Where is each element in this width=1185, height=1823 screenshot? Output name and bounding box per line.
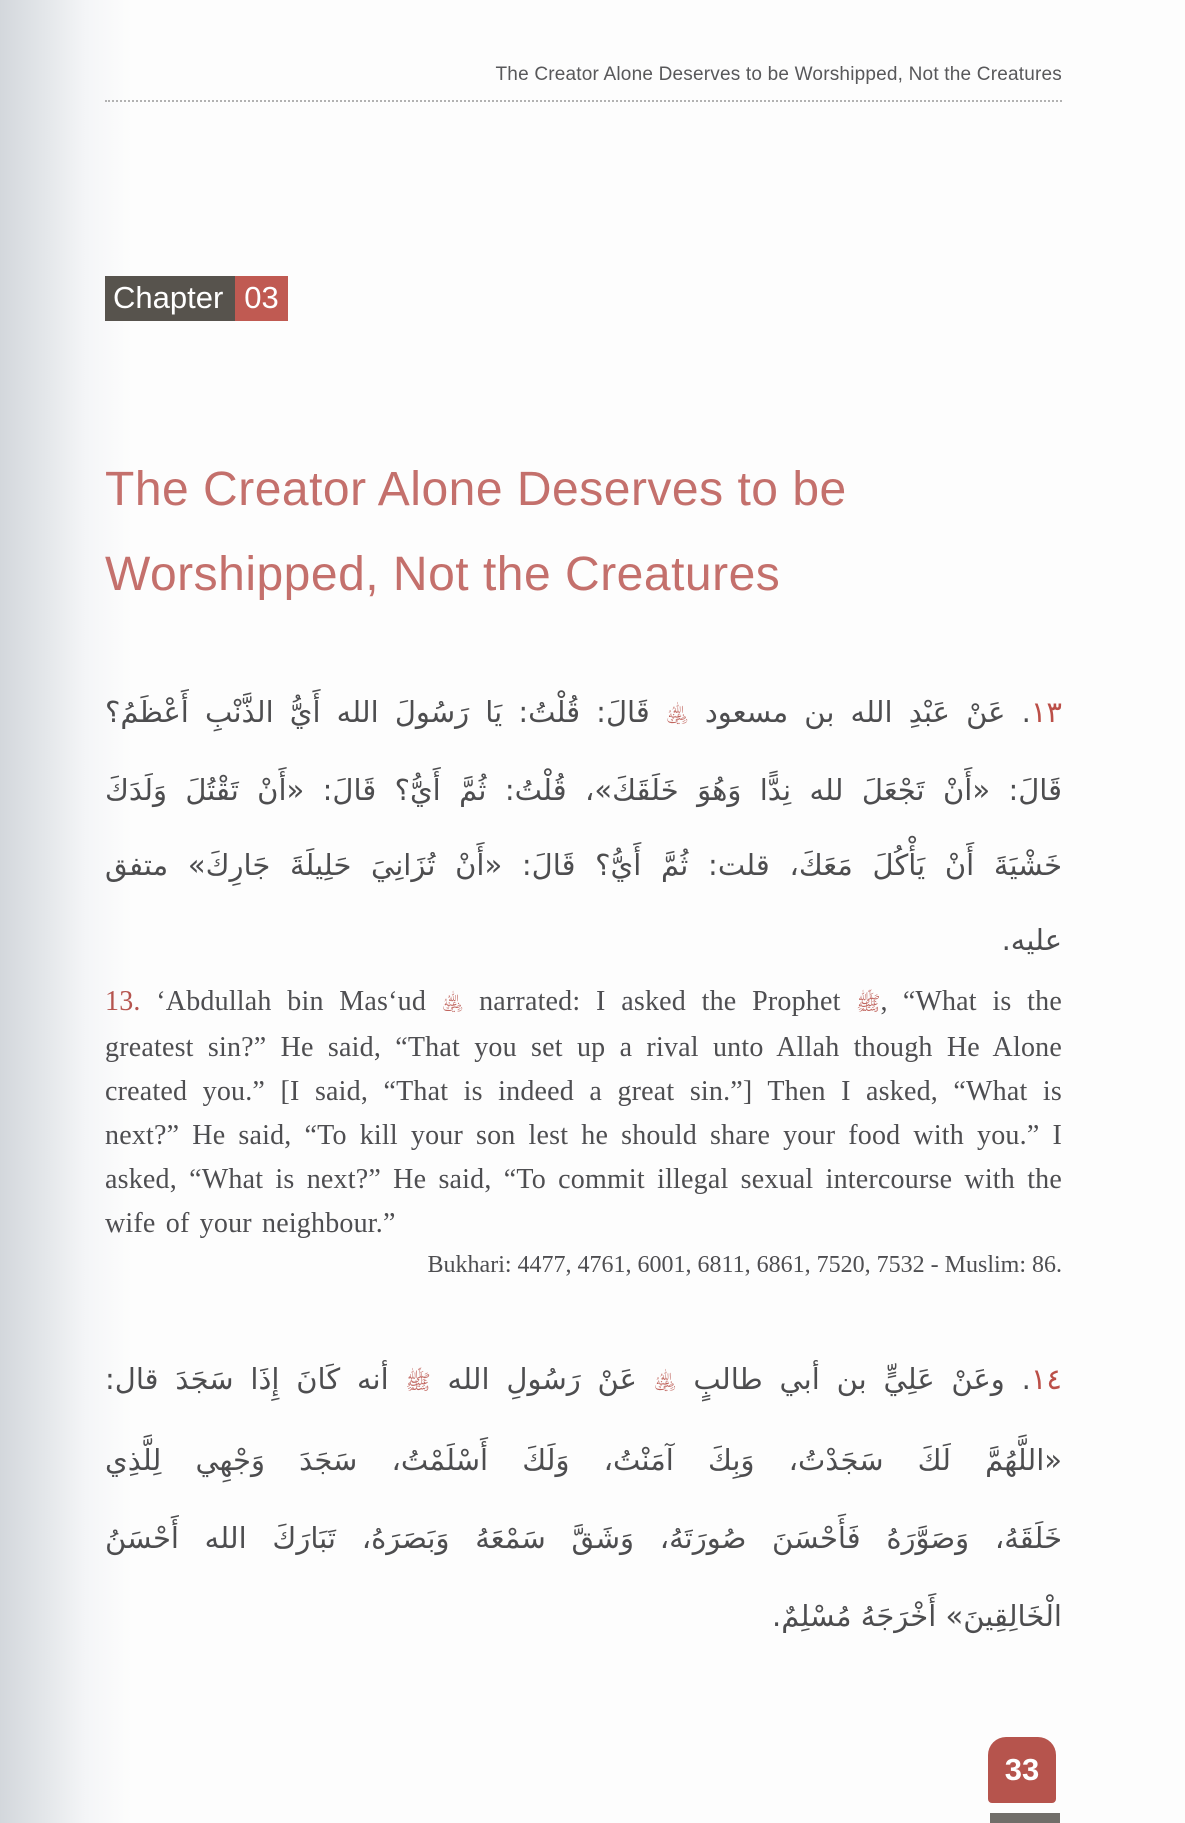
hadith-14-arabic-line-1b: عَنْ رَسُولِ الله xyxy=(430,1362,654,1396)
hadith-13-reference: Bukhari: 4477, 4761, 6001, 6811, 6861, 7520, 7532 - Muslim: 86. xyxy=(427,1252,1062,1278)
chapter-badge-number: 03 xyxy=(235,276,287,321)
hadith-13-english-number: 13. xyxy=(105,986,141,1017)
chapter-badge-label: Chapter xyxy=(105,276,235,321)
sallallahu-alayhi-wasallam-symbol: ﷺ xyxy=(856,993,881,1015)
hadith-14-arabic-line-1 xyxy=(105,1340,1062,1421)
chapter-title xyxy=(105,447,1062,617)
chapter-title-line-1: The Creator Alone Deserves to be xyxy=(105,463,847,516)
hadith-14-arabic-line-4: الْخَالِقِينَ» أَخْرَجَهُ مُسْلِمٌ. xyxy=(772,1599,1062,1633)
page-badge-bar xyxy=(990,1813,1060,1823)
hadith-13-arabic-line-4: عليه. xyxy=(1001,923,1062,957)
page-number-badge: 33 xyxy=(988,1737,1056,1803)
hadith-14-arabic-line-3: خَلَقَهُ، وَصَوَّرَهُ فَأَحْسَنَ صُورَتَهُ، وَشَقَّ سَمْعَهُ وَبَصَرَهُ، تَبَارَكَ الله أَحْسَنُ xyxy=(105,1521,1062,1555)
hadith-14-arabic-line-1a: . وعَنْ عَلِيٍّ بن أبي طالبٍ xyxy=(676,1362,1031,1396)
hadith-14-arabic xyxy=(105,1340,1062,1655)
radiallahu-anhu-symbol: ﵁ xyxy=(653,1370,677,1394)
hadith-13-arabic-number: ١٣ xyxy=(1030,695,1062,729)
hadith-13-english-part-3: , “What is the greatest sin?” He said, “That you set up a rival unto Allah though He Alone created you.” [I said, “That is indeed a great sin.”] Then I asked, “What is next?” He said, “To kill your son lest he should share your food with you.” I asked, “What is next?” He said, “To commit illegal sexual intercourse with the wife of your neighbour.” xyxy=(105,986,1062,1239)
chapter-title-line-2: Worshipped, Not the Creatures xyxy=(105,548,781,601)
hadith-14-arabic-line-2: «اللَّهُمَّ لَكَ سَجَدْتُ، وَبِكَ آمَنْتُ، وَلَكَ أَسْلَمْتُ، سَجَدَ وَجْهِي لِلَّذِي xyxy=(105,1443,1062,1477)
hadith-14-arabic-line-1c: أنه كَانَ إِذَا سَجَدَ قال: xyxy=(105,1362,406,1396)
hadith-13-arabic-line-1 xyxy=(105,675,1062,753)
hadith-13-english-part-1: ‘Abdullah bin Mas‘ud xyxy=(140,986,442,1017)
radiallahu-anhu-symbol: ﵁ xyxy=(441,993,464,1015)
radiallahu-anhu-symbol: ﵁ xyxy=(665,703,689,727)
hadith-13-arabic-line-1b: قَالَ: قُلْتُ: يَا رَسُولَ الله أَيُّ الذَّنْبِ أَعْظَمُ؟ xyxy=(105,695,666,729)
hadith-13-arabic xyxy=(105,675,1062,978)
hadith-13-english-part-2: narrated: I asked the Prophet xyxy=(463,986,857,1017)
hadith-13-arabic-line-3: خَشْيَةَ أَنْ يَأْكُلَ مَعَكَ، قلت: ثُمَّ أَيُّ؟ قَالَ: «أَنْ تُزَانِيَ حَلِيلَةَ جَارِكَ» متفق xyxy=(105,848,1062,882)
sallallahu-alayhi-wasallam-symbol: ﷺ xyxy=(405,1370,431,1394)
hadith-13-arabic-line-2: قَالَ: «أَنْ تَجْعَلَ لله نِدًّا وَهُوَ خَلَقَكَ»، قُلْتُ: ثُمَّ أَيُّ؟ قَالَ: «أَنْ تَقْتُلَ وَلَدَكَ xyxy=(105,773,1062,807)
chapter-badge xyxy=(105,276,288,321)
hadith-14-arabic-number: ١٤ xyxy=(1030,1362,1063,1396)
hadith-13-arabic-line-1a: . عَنْ عَبْدِ الله بن مسعود xyxy=(688,695,1031,729)
hadith-13-english xyxy=(105,980,1062,1246)
running-header: The Creator Alone Deserves to be Worshipped, Not the Creatures xyxy=(105,64,1062,102)
